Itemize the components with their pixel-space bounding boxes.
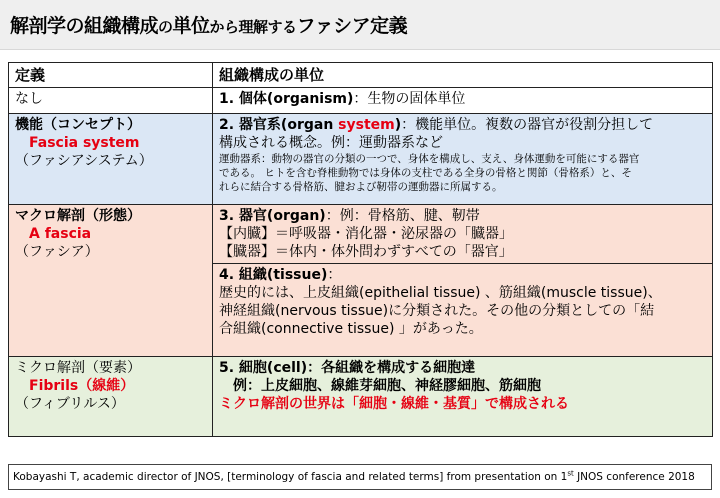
organ-tissue-divider xyxy=(213,263,712,264)
micro-world-statement: ミクロ解剖の世界は「細胞・線維・基質」で構成される xyxy=(219,396,569,412)
table-row-organism xyxy=(9,88,713,114)
organ-desc: ：例：骨格筋、腱、靭帯 xyxy=(325,208,480,224)
organ-system-note-2: である。 ヒトを含む脊椎動物では身体の支柱である全身の骨格と関節（骨格系）と、そ xyxy=(219,167,632,179)
definition-table xyxy=(8,62,713,437)
cell-cell xyxy=(213,357,713,437)
definition-function-title: 機能（コンセプト） xyxy=(15,117,141,133)
a-fascia-label: A fascia xyxy=(29,226,92,242)
cell-definition-macro xyxy=(9,205,213,357)
tissue-line-2: 神経組織(nervous tissue)に分類された。その他の分類としての「結 xyxy=(219,303,655,319)
definition-macro-title: マクロ解剖（形態） xyxy=(15,208,141,224)
header-definition: 定義 xyxy=(9,63,213,88)
cell-example: 例：上皮細胞、線維芽細胞、神経膠細胞、筋細胞 xyxy=(233,378,541,394)
organism-desc: ：生物の固体単位 xyxy=(353,91,466,107)
tissue-heading: 4. 組織(tissue) xyxy=(219,267,328,283)
citation xyxy=(8,464,712,490)
organ-system-note-1: 運動器系：動物の器官の分類の一つで、身体を構成し、支え、身体運動を可能にする器官 xyxy=(219,153,640,165)
organism-heading: 1. 個体(organism) xyxy=(219,91,354,107)
cell-definition-micro xyxy=(9,357,213,437)
fibrils-label: Fibrils（線維） xyxy=(29,378,135,394)
tissue-colon: ： xyxy=(327,267,342,283)
organ-system-desc: ：機能単位。複数の器官が役割分担して xyxy=(401,117,654,133)
header-unit: 組織構成の単位 xyxy=(213,63,713,88)
organ-system-red-word: system xyxy=(338,117,395,133)
a-fascia-katakana: （ファシア） xyxy=(15,244,99,260)
fascia-system-katakana: （ファシアシステム） xyxy=(15,153,153,169)
organ-system-note-3: れらに結合する骨格筋、腱および靭帯の運動器に所属する。 xyxy=(219,181,503,193)
title-bar xyxy=(0,0,720,50)
title-part-1: 解剖学の組織構成 xyxy=(10,15,159,37)
title-part-3: 単位 xyxy=(172,15,210,37)
organ-line-viscera: 【内臓】＝呼吸器・消化器・泌尿器の「臓器」 xyxy=(219,226,513,242)
cell-definition-none xyxy=(9,88,213,114)
table-row-organ-system xyxy=(9,114,713,205)
definition-micro-title: ミクロ解剖（要素） xyxy=(15,360,141,376)
fibrils-katakana: （フィブリルス） xyxy=(15,396,125,412)
table-row-macro xyxy=(9,205,713,357)
organ-system-heading-close: ) xyxy=(394,117,402,133)
citation-sup: st xyxy=(567,469,574,478)
table-header-row xyxy=(9,63,713,88)
cell-organ-system xyxy=(213,114,713,205)
cell-definition-function xyxy=(9,114,213,205)
page-title xyxy=(10,11,407,38)
title-part-4: から理解する xyxy=(209,18,297,36)
title-part-2: の xyxy=(158,18,173,36)
table-row-micro xyxy=(9,357,713,437)
fascia-system-label: Fascia system xyxy=(29,135,140,151)
organ-heading: 3. 器官(organ) xyxy=(219,208,326,224)
tissue-line-3: 合組織(connective tissue) 」があった。 xyxy=(219,321,483,337)
tissue-line-1: 歴史的には、上皮組織(epithelial tissue) 、筋組織(muscle tissue)、 xyxy=(219,285,662,301)
citation-text: Kobayashi T, academic director of JNOS, [terminology of fascia and related terms] from presentation on 1 xyxy=(13,471,568,483)
organ-line-organs: 【臓器】＝体内・体外問わずすべての「器官」 xyxy=(219,244,513,260)
definition-none: なし xyxy=(15,91,43,107)
cell-organ-tissue xyxy=(213,205,713,357)
cell-organism xyxy=(213,88,713,114)
organ-system-heading: 2. 器官系(organ xyxy=(219,117,339,133)
citation-text-end: JNOS conference 2018 xyxy=(573,471,695,483)
title-part-5: ファシア定義 xyxy=(296,15,408,37)
cell-heading: 5. 細胞(cell)：各組織を構成する細胞達 xyxy=(219,360,476,376)
organ-system-desc-line2: 構成される概念。例：運動器系など xyxy=(219,135,443,151)
